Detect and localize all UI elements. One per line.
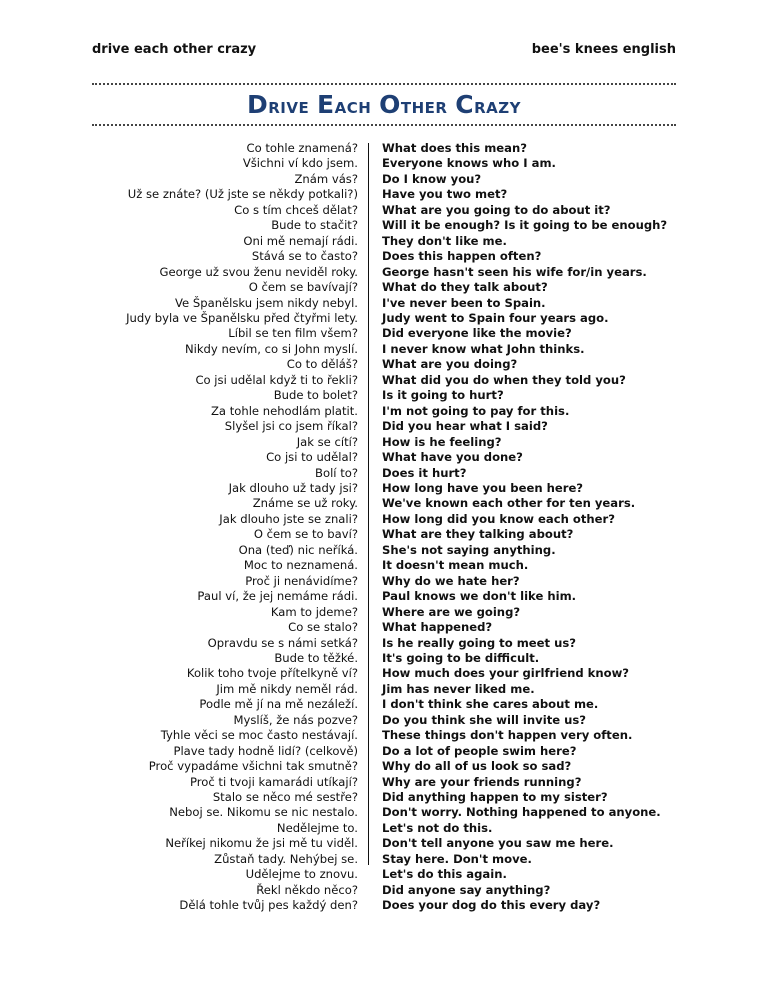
czech-phrase: Co jsi to udělal?: [266, 450, 358, 465]
english-phrase: What happened?: [382, 620, 493, 635]
czech-phrase: Co jsi udělal když ti to řekli?: [195, 372, 358, 387]
czech-phrase: Nedělejme to.: [276, 820, 358, 835]
english-phrase: Does your dog do this every day?: [382, 898, 601, 913]
czech-phrase: Oni mě nemají rádi.: [243, 233, 358, 248]
english-phrase: Why do all of us look so sad?: [382, 759, 572, 774]
czech-phrase: Už se znáte? (Už jste se někdy potkali?): [127, 187, 358, 202]
czech-phrase: Ona (teď) nic neříká.: [238, 542, 358, 557]
czech-phrase: Nikdy nevím, co si John myslí.: [184, 341, 358, 356]
english-phrase: Did anything happen to my sister?: [382, 790, 608, 805]
czech-phrase: Stává se to často?: [251, 249, 358, 264]
page-title: [0, 90, 768, 119]
english-phrase: What are you going to do about it?: [382, 202, 611, 217]
english-column: [382, 141, 667, 914]
czech-phrase: Neříkej nikomu že jsi mě tu viděl.: [165, 836, 358, 851]
top-dotted-divider: [92, 83, 676, 85]
english-phrase: Where are we going?: [382, 604, 521, 619]
title-word: Drive: [246, 90, 310, 119]
czech-phrase: Myslíš, že nás pozve?: [233, 712, 358, 727]
czech-phrase: Jim mě nikdy neměl rád.: [216, 681, 358, 696]
english-phrase: Have you two met?: [382, 187, 508, 202]
czech-phrase: Jak dlouho už tady jsi?: [228, 480, 358, 495]
english-phrase: Everyone knows who I am.: [382, 156, 556, 171]
english-phrase: We've known each other for ten years.: [382, 496, 636, 511]
english-phrase: I never know what John thinks.: [382, 341, 585, 356]
english-phrase: These things don't happen very often.: [382, 728, 633, 743]
english-phrase: How long did you know each other?: [382, 511, 615, 526]
czech-phrase: Slyšel jsi co jsem říkal?: [224, 419, 358, 434]
czech-phrase: O čem se bavívají?: [248, 280, 358, 295]
english-phrase: Is he really going to meet us?: [382, 635, 576, 650]
czech-phrase: Kolik toho tvoje přítelkyně ví?: [186, 666, 358, 681]
english-phrase: Do you think she will invite us?: [382, 712, 587, 727]
czech-phrase: Co to děláš?: [286, 357, 358, 372]
english-phrase: Why do we hate her?: [382, 573, 520, 588]
english-phrase: Let's do this again.: [382, 867, 507, 882]
english-phrase: Paul knows we don't like him.: [382, 589, 577, 604]
czech-phrase: Tyhle věci se moc často nestávají.: [160, 728, 358, 743]
czech-phrase: Stalo se něco mé sestře?: [212, 790, 358, 805]
czech-phrase: Jak dlouho jste se znali?: [219, 511, 358, 526]
english-phrase: I'm not going to pay for this.: [382, 403, 570, 418]
english-phrase: What does this mean?: [382, 141, 527, 155]
english-phrase: Jim has never liked me.: [382, 681, 535, 696]
czech-phrase: Ve Španělsku jsem nikdy nebyl.: [175, 295, 358, 310]
czech-phrase: Za tohle nehodlám platit.: [210, 403, 358, 418]
czech-phrase: Neboj se. Nikomu se nic nestalo.: [169, 805, 358, 820]
czech-phrase: Paul ví, že jej nemáme rádi.: [197, 589, 358, 604]
page-header: [92, 42, 676, 57]
czech-phrase: Udělejme to znovu.: [245, 867, 358, 882]
czech-phrase: Co s tím chceš dělat?: [234, 202, 358, 217]
english-phrase: They don't like me.: [382, 233, 507, 248]
english-phrase: It's going to be difficult.: [382, 650, 540, 665]
czech-phrase: O čem se to baví?: [253, 527, 358, 542]
title-word: Crazy: [455, 90, 522, 119]
czech-phrase: Zůstaň tady. Nehýbej se.: [214, 851, 358, 866]
english-phrase: Did you hear what I said?: [382, 419, 548, 434]
czech-phrase: Podle mě jí na mě nezáleží.: [199, 697, 358, 712]
english-phrase: I've never been to Spain.: [382, 295, 546, 310]
czech-phrase: Proč ti tvoji kamarádi utíkají?: [189, 774, 358, 789]
czech-phrase: Bude to těžké.: [274, 650, 358, 665]
czech-phrase: Bude to stačit?: [271, 218, 358, 233]
english-phrase: She's not saying anything.: [382, 542, 556, 557]
czech-phrase: Proč ji nenávidíme?: [245, 573, 358, 588]
english-phrase: Will it be enough? Is it going to be enough?: [382, 218, 668, 233]
czech-phrase: Kam to jdeme?: [270, 604, 358, 619]
english-phrase: Do a lot of people swim here?: [382, 743, 577, 758]
english-phrase: What do they talk about?: [382, 280, 548, 295]
czech-phrase: George už svou ženu neviděl roky.: [159, 264, 358, 279]
czech-column: [126, 141, 358, 914]
english-phrase: Stay here. Don't move.: [382, 851, 532, 866]
english-phrase: Judy went to Spain four years ago.: [382, 310, 609, 325]
english-phrase: Did everyone like the movie?: [382, 326, 572, 341]
bottom-dotted-divider: [92, 124, 676, 126]
english-phrase: Why are your friends running?: [382, 774, 582, 789]
english-phrase: How long have you been here?: [382, 480, 584, 495]
english-phrase: It doesn't mean much.: [382, 558, 529, 573]
english-phrase: George hasn't seen his wife for/in years.: [382, 264, 647, 279]
czech-phrase: Líbil se ten film všem?: [228, 326, 358, 341]
czech-phrase: Co tohle znamená?: [246, 141, 358, 155]
czech-phrase: Proč vypadáme všichni tak smutně?: [148, 759, 358, 774]
english-phrase: What are they talking about?: [382, 527, 574, 542]
english-phrase: What are you doing?: [382, 357, 518, 372]
english-phrase: Did anyone say anything?: [382, 882, 551, 897]
czech-phrase: Co se stalo?: [288, 620, 358, 635]
english-phrase: How much does your girlfriend know?: [382, 666, 630, 681]
english-phrase: What have you done?: [382, 450, 523, 465]
english-phrase: Do I know you?: [382, 171, 482, 186]
czech-phrase: Plave tady hodně lidí? (celkově): [173, 743, 358, 758]
czech-phrase: Známe se už roky.: [252, 496, 358, 511]
header-left-text: drive each other crazy: [92, 42, 257, 57]
czech-phrase: Bude to bolet?: [273, 388, 358, 403]
english-phrase: What did you do when they told you?: [382, 372, 626, 387]
english-phrase: Don't worry. Nothing happened to anyone.: [382, 805, 661, 820]
english-phrase: Let's not do this.: [382, 820, 493, 835]
czech-phrase: Judy byla ve Španělsku před čtyřmi lety.: [126, 310, 358, 325]
czech-phrase: Bolí to?: [315, 465, 358, 480]
english-phrase: Don't tell anyone you saw me here.: [382, 836, 614, 851]
column-divider: [368, 143, 369, 865]
czech-phrase: Dělá tohle tvůj pes každý den?: [179, 898, 358, 913]
header-right-text: bee's knees english: [531, 42, 676, 57]
english-phrase: How is he feeling?: [382, 434, 502, 449]
english-phrase: Does this happen often?: [382, 249, 542, 264]
czech-phrase: Znám vás?: [294, 171, 358, 186]
czech-phrase: Všichni ví kdo jsem.: [242, 156, 358, 171]
czech-phrase: Řekl někdo něco?: [256, 882, 358, 897]
czech-phrase: Moc to neznamená.: [243, 558, 358, 573]
english-phrase: I don't think she cares about me.: [382, 697, 599, 712]
title-word: Each: [317, 90, 372, 119]
english-phrase: Does it hurt?: [382, 465, 467, 480]
english-phrase: Is it going to hurt?: [382, 388, 504, 403]
czech-phrase: Jak se cítí?: [296, 434, 358, 449]
czech-phrase: Opravdu se s námi setká?: [207, 635, 358, 650]
title-word: Other: [379, 90, 448, 119]
